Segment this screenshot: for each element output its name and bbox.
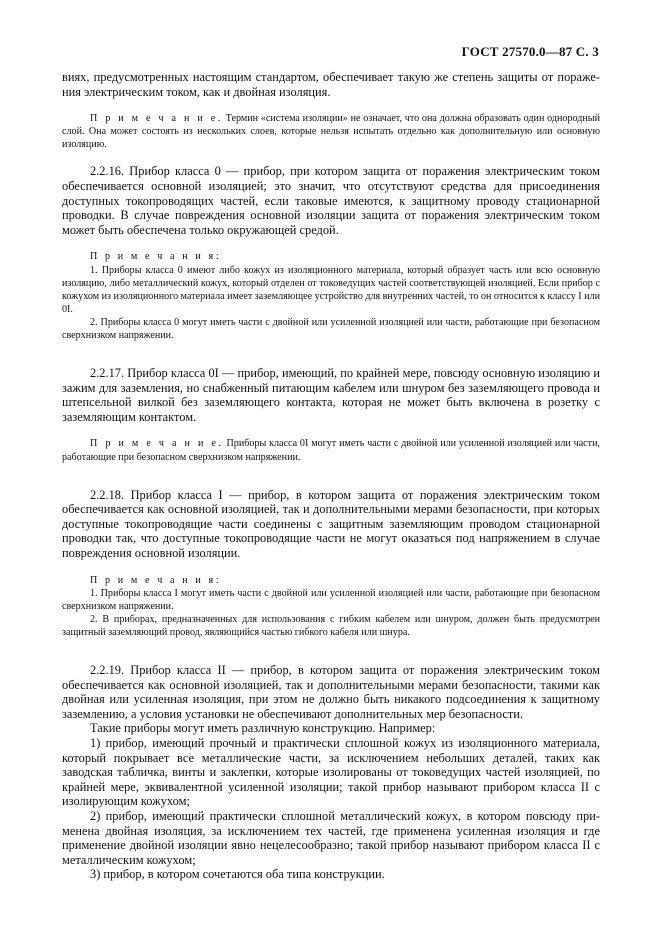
clause-2-2-17: 2.2.17. Прибор класса 0I — прибор, имеющий, по крайней мере, повсюду основную изоляцию и зажим для заземления, но снабженный питающим кабелем или шнуром без заземляющего провода и штепсельной вилкой без заземляющего контакта, которая не может быть включена в розетку с заземляющим контактом. [62,366,600,424]
page-header: ГОСТ 27570.0—87 С. 3 [461,44,599,59]
note-text: Термин «система изоляции» не означает, что она должна образовать один однородный слой. Она может состоять из нескольких слоев, которые нельзя испытать отдельно как дополнительную или основную изоляцию. [62,113,600,151]
note-label: П р и м е ч а н и е. [90,113,223,125]
note-class-i-item-1: 1. Приборы класса I могут иметь части с двойной или усиленной изоляцией или части, работающие при безопасном сверхнизком напряжении. [62,587,600,612]
note-insulation-system [62,112,600,151]
clause-2-2-16: 2.2.16. Прибор класса 0 — прибор, при котором защита от поражения электрическим током обеспечивается основной изоляцией; это значит, что отсутствуют средства для присоединения доступных токопроводящих частей, если таковые имеются, к защитному проводу стационарной проводки. В случае повреждения основной изоляции защита от поражения электрическим током может быть обеспечена только окружающей средой. [62,164,600,237]
construction-item-1: 1) прибор, имеющий прочный и практически сплошной кожух из изоляционного материала, который покрывает все металлические части, за исключением небольших деталей, таких как заводская табличка, винты и заклепки, которые изолированы от токоведущих частей изоляцией, по крайней мере, эквивалентной усиленной изоляции; такой прибор называют прибором класса II с изолирующим кожухом; [62,736,600,809]
construction-intro: Такие приборы могут иметь различную конструкцию. Например: [90,721,436,736]
page-content [62,70,600,882]
clause-2-2-18: 2.2.18. Прибор класса I — прибор, в котором защита от поражения электрическим током обеспечивается как основной изоляцией, так и дополнительными мерами безопасности, при которых доступные токопроводящие части соединены с защитным заземляющим проводом стационарной проводки так, что доступные токопроводящие части не могут оказаться под напряжением в случае повреждения основной изоляции. [62,487,600,561]
notes-label-class-i: П р и м е ч а н и я: [90,574,222,586]
notes-label-class-0: П р и м е ч а н и я: [90,251,222,263]
clause-2-2-19: 2.2.19. Прибор класса II — прибор, в котором защита от поражения электрическим током обеспечивается как основной изоляцией, так и дополнительными мерами безопасности, такими как двойная или усиленная изоляция, при этом не должно быть никакого подсоединения к защитному заземлению, а условия установки не обеспечивают дополнительных мер безопасности. [62,663,600,721]
continuation-paragraph: виях, предусмотренных настоящим стандартом, обеспечивает такую же степень защиты от поражения электрическим током, как и двойная изоляция. [62,70,600,99]
construction-item-2: 2) прибор, имеющий практически сплошной металлический кожух, в котором повсюду применена двойная изоляция, за исключением тех частей, где применена усиленная изоляция и где применение двойной изоляции явно нецелесообразно; такой прибор называют прибором класса II с металлическим кожухом; [62,809,600,867]
note-class-0i [62,437,600,463]
note-class-0-item-1: 1. Приборы класса 0 имеют либо кожух из изоляционного материала, который образует часть или всю основную изоляцию, либо металлический кожух, который отделен от токоведущих частей соответствующей изоляцией. Если прибор с кожухом из изоляционного материала имеет заземляющее устройство для внутренних частей, то он относится к классу I или 0I. [62,264,600,315]
note-class-0-item-2: 2. Приборы класса 0 могут иметь части с двойной или усиленной изоляцией или части, работающие при безопасном сверхнизком напряжении. [62,316,600,341]
note-text: Приборы класса 0I могут иметь части с двойной или усиленной изоляцией или части, работающие при безопасном сверхнизком напряжении. [62,438,600,463]
construction-item-3: 3) прибор, в котором сочетаются оба типа конструкции. [90,867,385,882]
note-class-i-item-2: 2. В приборах, предназначенных для использования с гибким кабелем или шнуром, должен быть предусмотрен защитный заземляющий провод, являющийся частью гибкого кабеля или шнура. [62,613,600,638]
note-label: П р и м е ч а н и е. [90,438,224,450]
